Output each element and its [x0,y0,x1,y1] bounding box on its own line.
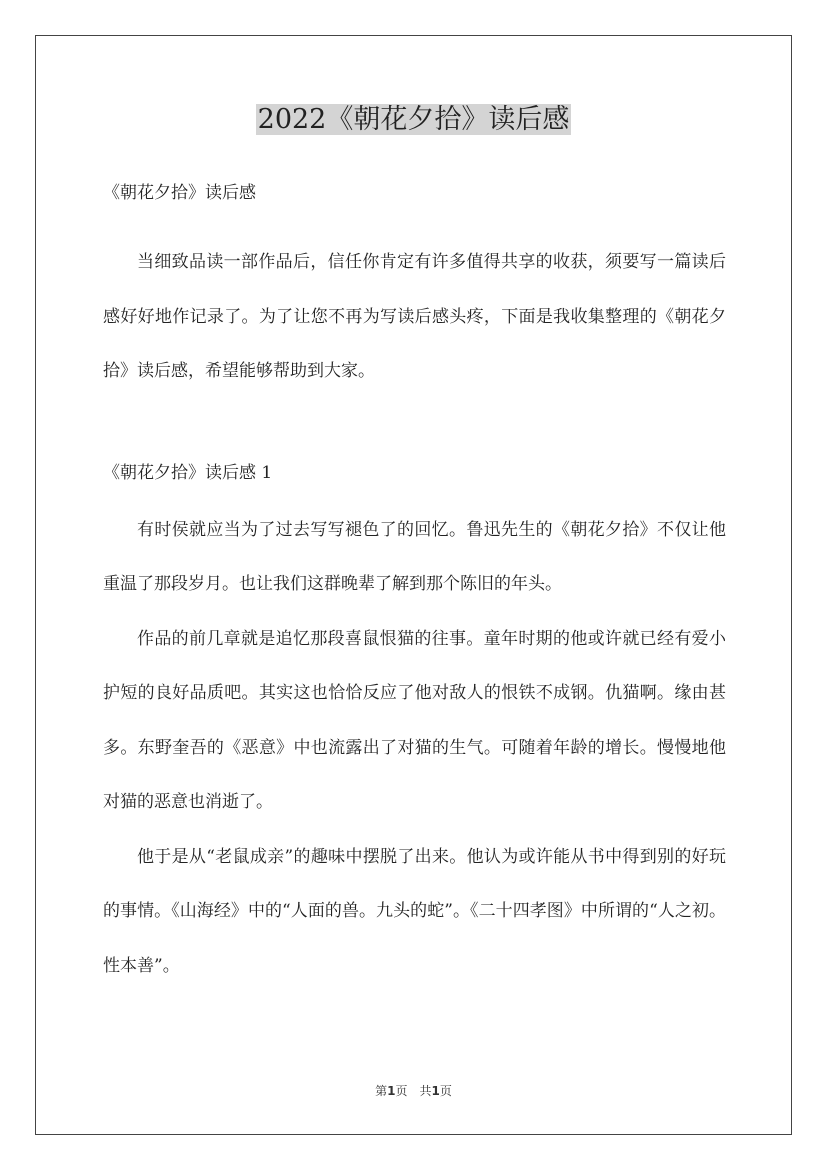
page-suffix: 页 [439,1084,452,1098]
intro-paragraph: 当细致品读一部作品后，信任你肯定有许多值得共享的收获，须要写一篇读后感好好地作记录了。为了让您不再为写读后感头疼，下面是我收集整理的《朝花夕拾》读后感，希望能够帮助到大家。 [103,252,726,381]
body-paragraph-3: 他于是从“老鼠成亲”的趣味中摆脱了出来。他认为或许能从书中得到别的好玩的事情。《山海经》中的“人面的兽。九头的蛇”。《二十四孝图》中所谓的“人之初。性本善”。 [103,846,726,976]
page-current: 1 [387,1084,396,1098]
page-total: 1 [431,1084,440,1098]
page-mid: 页 共 [395,1084,432,1098]
document-body [103,175,726,993]
document-title [0,100,827,140]
page-prefix: 第 [375,1084,388,1098]
page-footer [0,1082,827,1099]
body-paragraph-1: 有时侯就应当为了过去写写褪色了的回忆。鲁迅先生的《朝花夕拾》不仅让他重温了那段岁月。也让我们这群晚辈了解到那个陈旧的年头。 [103,519,726,594]
document-title-text: 2022《朝花夕拾》读后感 [257,104,570,135]
body-paragraph-2: 作品的前几章就是追忆那段喜鼠恨猫的往事。童年时期的他或许就已经有爱小护短的良好品质吧。其实这也恰恰反应了他对敌人的恨铁不成钢。仇猫啊。缘由甚多。东野奎吾的《恶意》中也流露出了对猫的生气。可随着年龄的增长。慢慢地他对猫的恶意也消逝了。 [103,628,726,812]
intro-heading: 《朝花夕拾》读后感 [103,183,256,203]
section-heading: 《朝花夕拾》读后感 1 [103,462,273,483]
